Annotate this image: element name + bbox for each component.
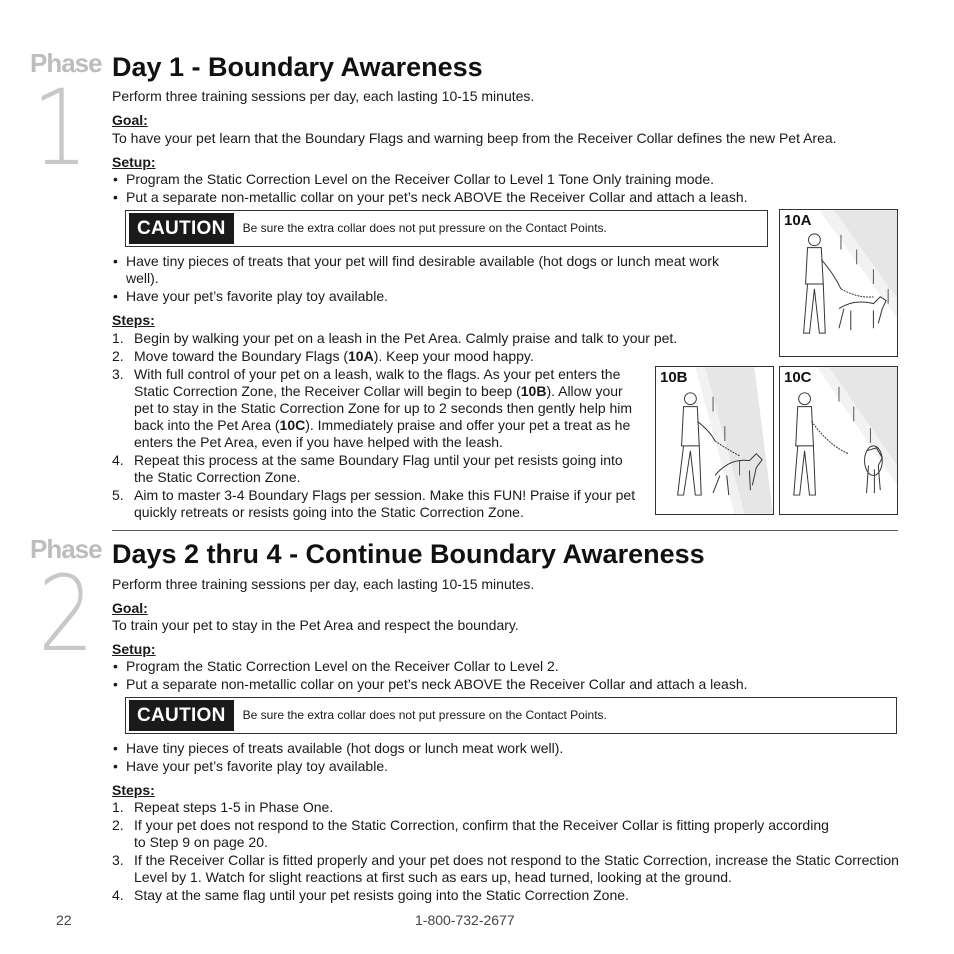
phase-2-number: 2	[38, 553, 95, 675]
phase-1-extra-list	[112, 253, 752, 306]
list-item: 1. Repeat steps 1-5 in Phase One.	[112, 799, 334, 815]
caution-text: Be sure the extra collar does not put pressure on the Contact Points.	[242, 708, 607, 722]
list-item: • Have your pet’s favorite play toy available.	[112, 288, 752, 305]
figure-ref: 10B	[520, 383, 547, 399]
phase-1-title: Day 1 - Boundary Awareness	[112, 52, 483, 82]
phase-1-number: 1	[32, 67, 89, 189]
figure-label: 10C	[784, 369, 812, 386]
phase-2-caution-box	[125, 697, 897, 734]
support-phone: 1-800-732-2677	[415, 912, 515, 928]
section-divider	[112, 530, 898, 531]
phase-1-setup-list	[112, 171, 902, 207]
phase-1-goal-label: Goal:	[112, 112, 148, 128]
phase-1-goal-text: To have your pet learn that the Boundary Flags and warning beep from the Receiver Collar defines the new Pet Area.	[112, 130, 837, 146]
caution-label: CAUTION	[129, 700, 234, 731]
figure-label: 10B	[660, 369, 688, 386]
dog-training-illustration	[780, 210, 897, 356]
phase-1-intro: Perform three training sessions per day, each lasting 10-15 minutes.	[112, 88, 535, 104]
list-item: 4. Repeat this process at the same Boundary Flag until your pet resists going into the Static Correction Zone.	[112, 452, 623, 485]
list-item: 3. If the Receiver Collar is fitted properly and your pet does not respond to the Static Correction, increase the Static Correction Level by 1. Watch for slight reactions at first such as ears up, head turned, looking at the ground.	[112, 852, 899, 885]
phase-2-goal-text: To train your pet to stay in the Pet Area and respect the boundary.	[112, 617, 519, 633]
figure-10a	[779, 209, 898, 357]
list-item: • Put a separate non-metallic collar on your pet’s neck ABOVE the Receiver Collar and attach a leash.	[112, 676, 902, 693]
phase-1-setup-label: Setup:	[112, 154, 156, 170]
figure-ref: 10A	[348, 348, 374, 364]
phase-2-word: Phase	[30, 534, 102, 564]
list-item: 2. If your pet does not respond to the Static Correction, confirm that the Receiver Collar is fitting properly according to Step 9 on page 20.	[112, 817, 829, 850]
page-number: 22	[56, 912, 72, 928]
list-item: • Put a separate non-metallic collar on your pet’s neck ABOVE the Receiver Collar and attach a leash.	[112, 189, 902, 206]
list-item: 4. Stay at the same flag until your pet resists going into the Static Correction Zone.	[112, 887, 629, 903]
dog-training-illustration	[780, 367, 897, 514]
phase-2-goal-label: Goal:	[112, 600, 148, 616]
phase-2-title: Days 2 thru 4 - Continue Boundary Awareness	[112, 539, 705, 569]
list-item: • Have tiny pieces of treats that your pet will find desirable available (hot dogs or lunch meat work well).	[112, 253, 752, 287]
figure-10b	[655, 366, 774, 515]
figure-label: 10A	[784, 212, 812, 229]
figure-ref: 10C	[279, 417, 306, 433]
caution-label: CAUTION	[129, 213, 234, 244]
caution-text: Be sure the extra collar does not put pressure on the Contact Points.	[242, 221, 607, 235]
phase-2-setup-label: Setup:	[112, 641, 156, 657]
list-item: • Program the Static Correction Level on the Receiver Collar to Level 2.	[112, 658, 902, 675]
phase-2-steps-label: Steps:	[112, 782, 155, 798]
phase-1-steps-label: Steps:	[112, 312, 155, 328]
list-item: • Program the Static Correction Level on the Receiver Collar to Level 1 Tone Only training mode.	[112, 171, 902, 188]
list-item: • Have your pet’s favorite play toy available.	[112, 758, 902, 775]
list-item: 3. With full control of your pet on a leash, walk to the flags. As your pet enters the Static Correction Zone, the Receiver Collar will begin to beep (10B). Allow your pet to stay in the Static Correction Zone for up to 2 seconds then gently help him back into the Pet Area (10C). Immediately praise and offer your pet a treat as he enters the Pet Area, even if you have helped with the leash.	[112, 366, 633, 450]
list-item: • Have tiny pieces of treats available (hot dogs or lunch meat work well).	[112, 740, 902, 757]
phase-1-caution-box	[125, 210, 768, 247]
phase-2-steps-list	[112, 799, 902, 905]
phase-1-word: Phase	[30, 48, 102, 78]
phase-2-extra-list	[112, 740, 902, 776]
phase-2-setup-list	[112, 658, 902, 694]
figure-10c	[779, 366, 898, 515]
phase-2-intro: Perform three training sessions per day, each lasting 10-15 minutes.	[112, 576, 535, 592]
list-item: 1. Begin by walking your pet on a leash in the Pet Area. Calmly praise and talk to your pet.	[112, 330, 678, 346]
list-item: 2. Move toward the Boundary Flags (10A). Keep your mood happy.	[112, 348, 534, 364]
list-item: 5. Aim to master 3-4 Boundary Flags per session. Make this FUN! Praise if your pet quickly retreats or resists going into the Static Correction Zone.	[112, 487, 636, 520]
dog-training-illustration	[656, 367, 773, 514]
